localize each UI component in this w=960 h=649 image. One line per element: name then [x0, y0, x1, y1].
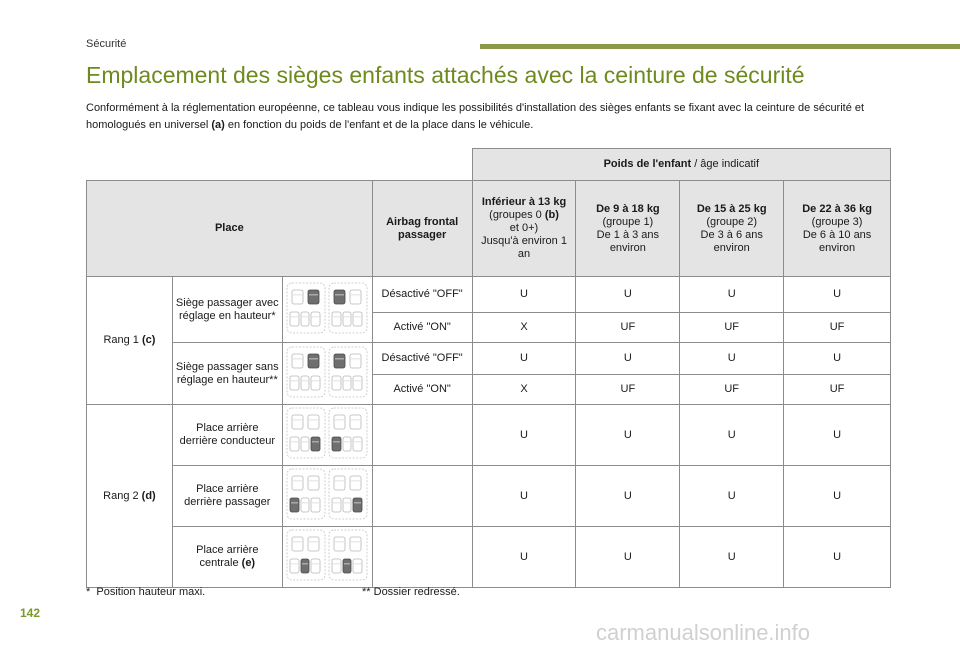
seat-position-icon [286, 529, 368, 581]
cell-value: U [784, 466, 891, 527]
group-2-age: De 3 à 6 ans environ [700, 228, 763, 254]
seat-outline [334, 476, 345, 490]
col-place-header: Place [87, 181, 373, 277]
seat-name: Place arrière derrière conducteur [172, 405, 282, 466]
cell-value: U [680, 277, 784, 313]
airbag-state: Désactivé "OFF" [372, 343, 472, 375]
weight-header-bold: Poids de l'enfant [603, 158, 692, 170]
group-2-weight: De 15 à 25 kg [696, 202, 767, 215]
seat-outline [350, 290, 361, 304]
header-accent-bar [480, 44, 960, 49]
seat-outline [353, 312, 362, 326]
child-seat-table [86, 148, 891, 588]
cell-value: U [680, 405, 784, 466]
seat-outline [292, 354, 303, 368]
highlighted-seat [301, 559, 309, 573]
group-header-0 [472, 181, 576, 277]
page-number: 142 [20, 606, 41, 620]
table-row [87, 277, 891, 313]
seat-name: Siège passager avec réglage en hauteur* [172, 277, 282, 343]
seat-outline [308, 537, 319, 551]
seat-name-text: Place arrière centrale [196, 544, 259, 569]
cell-value: UF [680, 313, 784, 343]
seat-position-icon [286, 407, 368, 459]
seat-outline [343, 498, 351, 512]
section-label: Sécurité [86, 38, 127, 50]
group-0-age: Jusqu'à environ 1 an [481, 235, 567, 260]
seat-diagram [282, 343, 372, 405]
cell-value: U [576, 343, 680, 375]
highlighted-seat [353, 498, 362, 512]
seat-outline [332, 312, 341, 326]
group-0-line3: et 0+) [509, 222, 539, 234]
cell-value: UF [576, 375, 680, 405]
seat-outline [334, 537, 345, 551]
seat-outline [311, 559, 320, 573]
seat-diagram [282, 466, 372, 527]
highlighted-seat [332, 437, 341, 451]
group-1-group: (groupe 1) [602, 215, 654, 228]
seat-outline [353, 437, 362, 451]
seat-name: Siège passager sans réglage en hauteur** [172, 343, 282, 405]
cell-value: U [680, 527, 784, 588]
seat-outline [290, 376, 299, 390]
cell-value: U [472, 466, 576, 527]
seat-outline [301, 498, 309, 512]
seat-outline [334, 415, 345, 429]
cell-value: U [784, 527, 891, 588]
cell-value: U [680, 343, 784, 375]
seat-name: Place arrière derrière passager [172, 466, 282, 527]
cell-value: U [784, 277, 891, 313]
airbag-empty [372, 527, 472, 588]
table-row [87, 466, 891, 527]
cell-value: U [472, 343, 576, 375]
seat-outline [290, 312, 299, 326]
airbag-state: Désactivé "OFF" [372, 277, 472, 313]
group-2-group: (groupe 2) [706, 215, 758, 228]
seat-outline [350, 537, 361, 551]
seat-outline [332, 376, 341, 390]
cell-value: UF [576, 313, 680, 343]
group-0-weight: Inférieur à 13 kg [481, 196, 567, 208]
cell-value: U [576, 405, 680, 466]
table-row [87, 405, 891, 466]
seat-position-icon [286, 468, 368, 520]
seat-outline [350, 354, 361, 368]
cell-value: U [576, 277, 680, 313]
airbag-state: Activé "ON" [372, 375, 472, 405]
rang1-ref-c: (c) [141, 334, 156, 346]
group-header-3 [784, 181, 891, 277]
seat-outline [311, 376, 320, 390]
footnote-2-mark: ** [362, 586, 371, 598]
rang1-text: Rang 1 [103, 334, 142, 346]
seat-diagram [282, 405, 372, 466]
cell-value: U [472, 277, 576, 313]
weight-header-rest: / âge indicatif [691, 158, 760, 170]
highlighted-seat [343, 559, 351, 573]
footnote-1 [86, 586, 205, 598]
table-blank-corner [87, 149, 473, 181]
rang2-text: Rang 2 [103, 489, 142, 502]
seat-outline [343, 376, 351, 390]
airbag-empty [372, 405, 472, 466]
highlighted-seat [290, 498, 299, 512]
seat-outline [292, 476, 303, 490]
page-title: Emplacement des sièges enfants attachés avec la ceinture de sécurité [86, 62, 805, 88]
cell-value: U [680, 466, 784, 527]
rang2-ref-d: (d) [141, 489, 156, 502]
airbag-empty [372, 466, 472, 527]
rang1-label [87, 277, 173, 405]
seat-outline [350, 415, 361, 429]
group-header-2 [680, 181, 784, 277]
cell-value: X [472, 375, 576, 405]
footnote-1-text: Position hauteur maxi. [96, 586, 206, 598]
airbag-state: Activé "ON" [372, 313, 472, 343]
table-row [87, 343, 891, 375]
seat-outline [311, 312, 320, 326]
seat-position-icon [286, 282, 368, 334]
seat-outline [353, 376, 362, 390]
seat-outline [353, 559, 362, 573]
seat-outline [301, 312, 309, 326]
group-3-age: De 6 à 10 ans environ [802, 228, 872, 254]
highlighted-seat [334, 354, 345, 368]
cell-value: U [576, 466, 680, 527]
highlighted-seat [311, 437, 320, 451]
cell-value: UF [784, 313, 891, 343]
group-1-weight: De 9 à 18 kg [596, 202, 660, 215]
seat-ref-e: (e) [241, 557, 256, 569]
seat-outline [290, 437, 299, 451]
cell-value: U [784, 343, 891, 375]
seat-outline [343, 437, 351, 451]
group-1-age: De 1 à 3 ans environ [596, 228, 660, 254]
seat-name [172, 527, 282, 588]
seat-outline [311, 498, 320, 512]
seat-outline [290, 559, 299, 573]
seat-position-icon [286, 346, 368, 398]
cell-value: X [472, 313, 576, 343]
seat-outline [332, 559, 341, 573]
intro-text-2: en fonction du poids de l'enfant et de la place dans le véhicule. [224, 119, 534, 131]
cell-value: U [472, 527, 576, 588]
intro-ref-a: (a) [211, 119, 225, 131]
rang2-label [87, 405, 173, 588]
seat-diagram [282, 277, 372, 343]
seat-outline [308, 415, 319, 429]
cell-value: U [472, 405, 576, 466]
seat-outline [308, 476, 319, 490]
highlighted-seat [334, 290, 345, 304]
watermark: carmanualsonline.info [596, 620, 811, 645]
footnote-1-mark: * [86, 586, 91, 598]
group-header-1 [576, 181, 680, 277]
table-row [87, 527, 891, 588]
seat-outline [292, 290, 303, 304]
group-3-group: (groupe 3) [811, 215, 863, 228]
seat-outline [332, 498, 341, 512]
cell-value: U [784, 405, 891, 466]
seat-outline [292, 415, 303, 429]
col-airbag-header: Airbag frontal passager [372, 181, 472, 277]
seat-outline [301, 376, 309, 390]
highlighted-seat [308, 290, 319, 304]
footnote-2 [362, 586, 460, 598]
seat-outline [292, 537, 303, 551]
seat-outline [301, 437, 309, 451]
intro-paragraph [86, 100, 886, 134]
seat-diagram [282, 527, 372, 588]
seat-outline [343, 312, 351, 326]
weight-header [472, 149, 890, 181]
cell-value: U [576, 527, 680, 588]
seat-outline [350, 476, 361, 490]
cell-value: UF [784, 375, 891, 405]
group-3-weight: De 22 à 36 kg [802, 202, 872, 215]
highlighted-seat [308, 354, 319, 368]
group-0-ref-b: (b) [544, 209, 559, 221]
cell-value: UF [680, 375, 784, 405]
group-0-line2: (groupes 0 [489, 209, 545, 221]
footnote-2-text: Dossier redressé. [373, 586, 460, 598]
intro-text-1: Conformément à la réglementation européenne, ce tableau vous indique les possibilités d'installation des sièges enfants se fixant avec la ceinture de sécurité et homologués en universel [86, 102, 865, 131]
